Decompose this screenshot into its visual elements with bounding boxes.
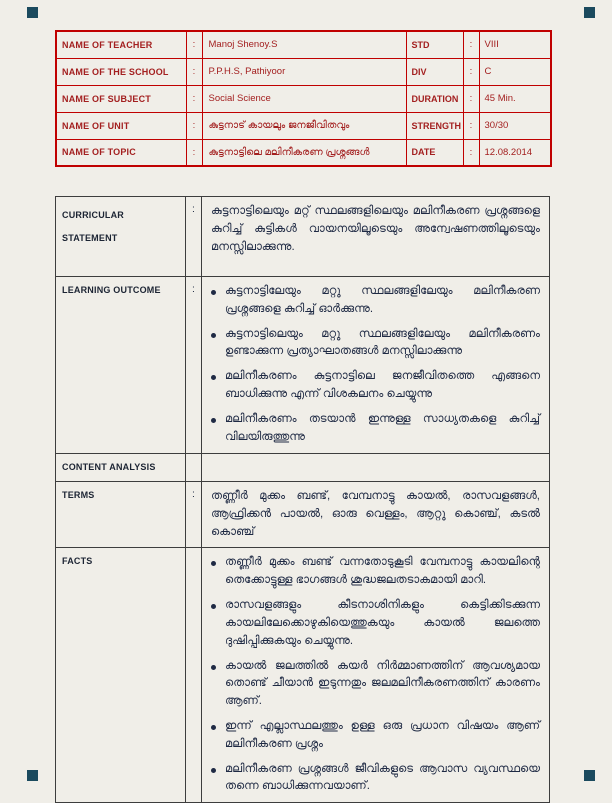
section-content — [202, 197, 550, 277]
bullet-icon — [211, 561, 216, 566]
list-item-text: ഇന്ന് എല്ലാസ്ഥലത്തും ഉള്ള ഒരു പ്രധാന വിഷയം ആണ് മലിനീകരണ പ്രശ്നം — [225, 719, 540, 750]
section-label: LEARNING OUTCOME — [56, 277, 186, 454]
colon: : — [463, 112, 479, 139]
list-item — [211, 658, 540, 711]
field-value: P.P.H.S, Pathiyoor — [202, 58, 406, 85]
list-item-text: കായൽ ജലത്തിൽ കയർ നിർമ്മാണത്തിന് ആവശ്യമായ തൊണ്ട് ചീയാൻ ഇടുന്നതും ജലമലിനീകരണത്തിന് കാരണം ആണ്. — [225, 659, 540, 708]
field-label: DURATION — [406, 85, 463, 112]
list-item-text: മലിനീകരണം തടയാൻ ഇന്നുള്ള സാധ്യതകളെ കുറിച്ച് വിലയിരുത്തുന്നു — [225, 412, 540, 443]
list-item — [211, 368, 540, 404]
list-item-text: രാസവളങ്ങളും കീടനാശിനികളും കെട്ടിക്കിടക്കുന്ന കായലിലേക്കൊഴുകിയെത്തുകയും കായൽ ജലത്തെ ദുഷിപ്പിക്കുകയും ചെയ്യുന്നു. — [225, 599, 540, 647]
colon: : — [463, 58, 479, 85]
colon: : — [463, 85, 479, 112]
field-value: 45 Min. — [479, 85, 551, 112]
bullet-icon — [211, 375, 216, 380]
section-curricular-statement — [56, 197, 550, 277]
info-row-school — [56, 58, 551, 85]
field-label: NAME OF UNIT — [56, 112, 186, 139]
learning-outcome-list — [211, 283, 540, 447]
bullet-icon — [211, 604, 216, 609]
info-row-teacher — [56, 31, 551, 58]
bullet-icon — [211, 290, 216, 295]
section-content — [202, 453, 550, 482]
corner-mark — [27, 7, 38, 18]
bullet-icon — [211, 333, 216, 338]
corner-mark — [584, 770, 595, 781]
field-value: VIII — [479, 31, 551, 58]
field-value: 12.08.2014 — [479, 139, 551, 166]
field-value: കുട്ടനാട് കായലും ജനജീവിതവും — [202, 112, 406, 139]
field-value: കുട്ടനാട്ടിലെ മലിനീകരണ പ്രശ്നങ്ങൾ — [202, 139, 406, 166]
field-value: 30/30 — [479, 112, 551, 139]
info-row-unit — [56, 112, 551, 139]
section-content — [202, 482, 550, 548]
section-label: FACTS — [56, 548, 186, 803]
section-terms — [56, 482, 550, 548]
colon — [186, 548, 202, 803]
field-value: C — [479, 58, 551, 85]
field-label: DATE — [406, 139, 463, 166]
field-label: NAME OF SUBJECT — [56, 85, 186, 112]
curricular-statement-text: കുട്ടനാട്ടിലെയും മറ്റ് സ്ഥലങ്ങളിലെയും മലിനീകരണ പ്രശ്നങ്ങളെ കുറിച്ച് കുട്ടികൾ വായനയിലൂടെയും അന്വേഷണത്തിലൂടെയും മനസ്സിലാക്കുന്നു. — [211, 205, 540, 253]
facts-list — [211, 554, 540, 796]
colon: : — [186, 482, 202, 548]
list-item — [211, 283, 540, 319]
plan-table — [55, 196, 550, 803]
field-label: STRENGTH — [406, 112, 463, 139]
list-item-text: തണ്ണീർ മുക്കം ബണ്ട് വന്നതോടുകൂടി വേമ്പനാട്ടു കായലിന്റെ തെക്കോട്ടുള്ള ഭാഗങ്ങൾ ശുദ്ധജലതടാകമായി മാറി. — [225, 556, 540, 587]
field-label: STD — [406, 31, 463, 58]
section-content — [202, 548, 550, 803]
field-value: Manoj Shenoy.S — [202, 31, 406, 58]
section-facts — [56, 548, 550, 803]
list-item — [211, 326, 540, 362]
colon: : — [186, 58, 202, 85]
list-item-text: മലിനീകരണം കുട്ടനാട്ടിലെ ജനജീവിതത്തെ എങ്ങനെ ബാധിക്കുന്നു എന്ന് വിശകലനം ചെയ്യുന്നു — [225, 370, 540, 401]
section-label: CURRICULAR STATEMENT — [56, 197, 186, 277]
section-content — [202, 277, 550, 454]
list-item — [211, 761, 540, 797]
colon: : — [186, 277, 202, 454]
colon: : — [186, 85, 202, 112]
list-item — [211, 554, 540, 590]
list-item — [211, 411, 540, 447]
field-value: Social Science — [202, 85, 406, 112]
info-row-topic — [56, 139, 551, 166]
section-learning-outcome — [56, 277, 550, 454]
colon — [186, 453, 202, 482]
section-content-analysis — [56, 453, 550, 482]
bullet-icon — [211, 418, 216, 423]
list-item — [211, 597, 540, 650]
terms-text: തണ്ണീർ മുക്കം ബണ്ട്, വേമ്പനാട്ടു കായൽ, രാസവളങ്ങൾ, ആഫ്രിക്കൻ പായൽ, ഓരു വെള്ളം, ആറ്റു കൊഞ്ച്, കടൽ കൊഞ്ച് — [211, 490, 540, 538]
colon: : — [463, 139, 479, 166]
colon: : — [463, 31, 479, 58]
list-item-text: കുട്ടനാട്ടിലേയും മറ്റു സ്ഥലങ്ങളിലേയും മലിനീകരണ പ്രശ്നങ്ങളെ കുറിച്ച് ഓർക്കുന്നു. — [225, 285, 540, 315]
bullet-icon — [211, 768, 216, 773]
info-row-subject — [56, 85, 551, 112]
field-label: NAME OF TEACHER — [56, 31, 186, 58]
bullet-icon — [211, 725, 216, 730]
list-item-text: മലിനീകരണ പ്രശ്നങ്ങൾ ജീവികളുടെ ആവാസ വ്യവസ്ഥയെ തന്നെ ബാധിക്കുന്നവയാണ്. — [225, 762, 540, 793]
section-label: CONTENT ANALYSIS — [56, 453, 186, 482]
corner-mark — [27, 770, 38, 781]
colon: : — [186, 112, 202, 139]
section-label: TERMS — [56, 482, 186, 548]
bullet-icon — [211, 665, 216, 670]
colon: : — [186, 31, 202, 58]
field-label: NAME OF TOPIC — [56, 139, 186, 166]
list-item-text: കുട്ടനാട്ടിലെയും മറ്റു സ്ഥലങ്ങളിലേയും മലിനീകരണം ഉണ്ടാക്കുന്ന പ്രത്യാഘാതങ്ങൾ മനസ്സിലാക്കുന്നു — [225, 327, 540, 358]
info-table — [55, 30, 552, 167]
corner-mark — [584, 7, 595, 18]
list-item — [211, 718, 540, 754]
field-label: NAME OF THE SCHOOL — [56, 58, 186, 85]
colon: : — [186, 197, 202, 277]
colon: : — [186, 139, 202, 166]
field-label: DIV — [406, 58, 463, 85]
